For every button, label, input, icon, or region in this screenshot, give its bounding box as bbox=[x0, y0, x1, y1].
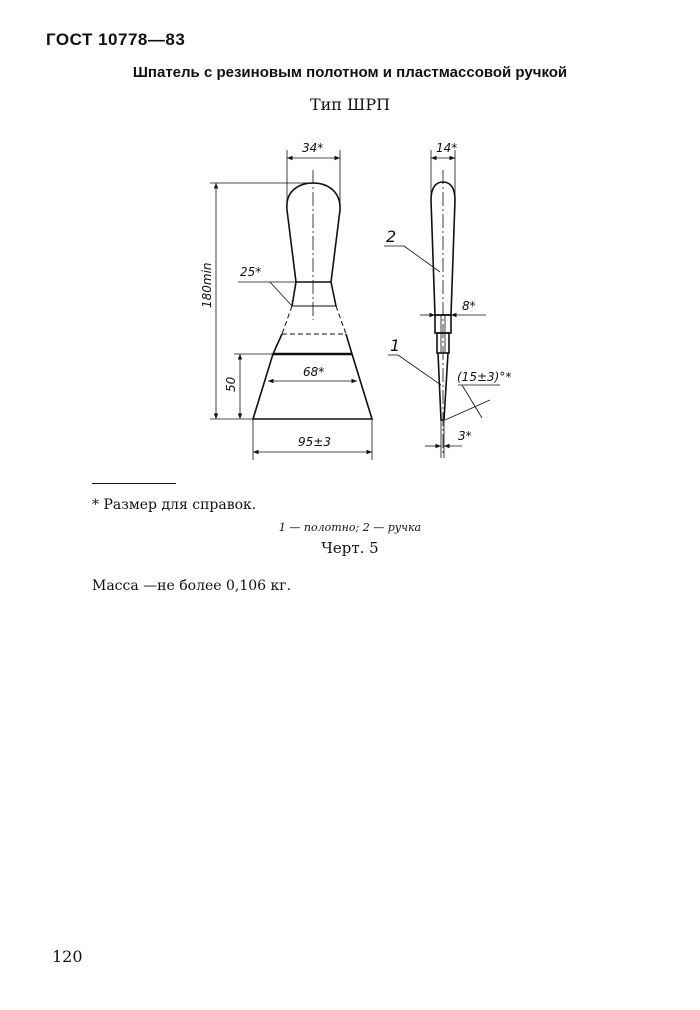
dim-blade-bottom-width: 95±3 bbox=[298, 435, 331, 449]
callout-blade: 1 bbox=[390, 336, 401, 355]
dim-handle-width: 34* bbox=[302, 141, 324, 155]
drawing-title: Шпатель с резиновым полотном и пластмассовой ручкой bbox=[132, 64, 568, 81]
drawing-legend: 1 — полотно; 2 — ручка bbox=[278, 521, 422, 534]
dim-total-length: 180min bbox=[200, 262, 214, 308]
dim-edge-thickness: 3* bbox=[458, 429, 472, 443]
type-subtitle: Тип ШРП bbox=[309, 95, 391, 114]
blade-outline bbox=[253, 354, 372, 419]
dim-edge-angle: (15±3)°* bbox=[457, 370, 512, 384]
dim-blade-mid-width: 68* bbox=[303, 365, 325, 379]
technical-drawing bbox=[0, 0, 700, 480]
dim-neck-width: 25* bbox=[240, 265, 262, 279]
dim-blade-height: 50 bbox=[224, 376, 238, 392]
callout-handle: 2 bbox=[386, 227, 397, 246]
dim-side-width: 14* bbox=[436, 141, 458, 155]
footnote-divider bbox=[92, 483, 176, 484]
front-view bbox=[253, 170, 372, 419]
dim-side-thickness: 8* bbox=[462, 299, 476, 313]
figure-caption: Черт. 5 bbox=[321, 539, 379, 557]
side-view bbox=[431, 170, 455, 455]
hidden-contour bbox=[282, 306, 346, 334]
mass-note: Масса —не более 0,106 кг. bbox=[92, 578, 292, 594]
neck-outline bbox=[292, 282, 336, 306]
footnote: * Размер для справок. bbox=[92, 497, 257, 513]
front-dimensions bbox=[210, 150, 372, 460]
side-dimensions bbox=[384, 150, 500, 458]
handle-outline bbox=[287, 183, 340, 282]
standard-header: ГОСТ 10778—83 bbox=[46, 30, 186, 49]
ferrule-outline bbox=[273, 334, 352, 354]
page-number: 120 bbox=[52, 947, 83, 966]
